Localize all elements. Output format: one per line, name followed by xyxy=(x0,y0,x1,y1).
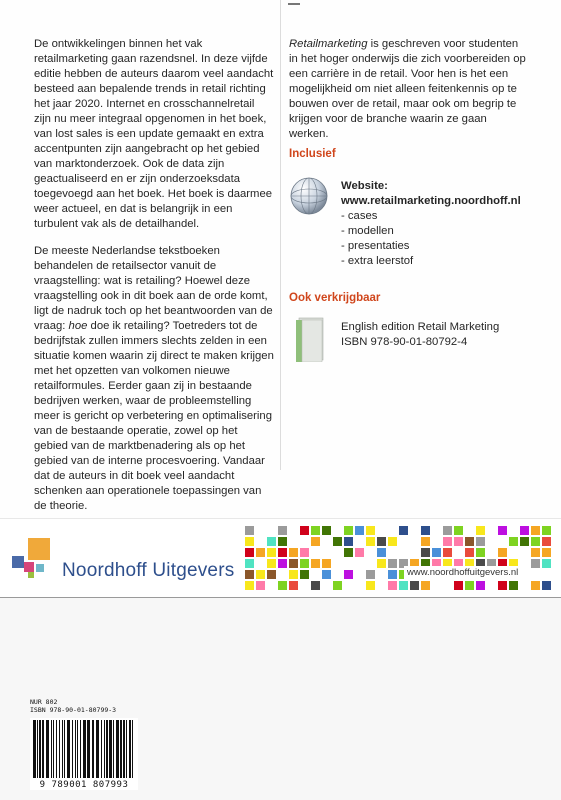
pixel-square xyxy=(366,537,375,546)
pixel-square xyxy=(256,548,265,557)
barcode-bar xyxy=(132,720,133,778)
left-paragraph-2-part-a: De meeste Nederlandse tekstboeken behandelen de retailsector vanuit de vraagstelling: wat is retailing? Hoewel deze vraagstelling ook in dit boek aan de orde komt, ligt de nadruk toch op het beantwoorden van de vraag: xyxy=(34,245,273,332)
left-column xyxy=(34,37,274,526)
right-column-intro xyxy=(289,37,529,142)
pixel-square xyxy=(245,537,254,546)
barcode-bar xyxy=(123,720,125,778)
pixel-square xyxy=(421,581,430,590)
pixel-square xyxy=(245,526,254,535)
pixel-square xyxy=(300,548,309,557)
pixel-square xyxy=(289,548,298,557)
nur-code: NUR 802 xyxy=(30,698,58,706)
pixel-square xyxy=(542,526,551,535)
isbn-code: ISBN 978-90-01-80799-3 xyxy=(30,706,117,714)
pixel-square xyxy=(267,537,276,546)
pixel-square xyxy=(289,559,298,568)
pixel-square xyxy=(443,548,452,557)
pixel-square xyxy=(542,548,551,557)
pixel-square xyxy=(388,570,397,579)
pixel-square xyxy=(267,570,276,579)
left-paragraph-2 xyxy=(34,244,274,514)
barcode-bar xyxy=(59,720,60,778)
pixel-square xyxy=(531,559,540,568)
inclusief-heading: Inclusief xyxy=(289,148,336,160)
barcode xyxy=(30,718,138,780)
edition-title: English edition Retail Marketing xyxy=(341,321,500,333)
pixel-square xyxy=(366,570,375,579)
pixel-square xyxy=(465,548,474,557)
pixel-square xyxy=(267,559,276,568)
pixel-square xyxy=(311,526,320,535)
pixel-square xyxy=(399,581,408,590)
pixel-square xyxy=(278,537,287,546)
pixel-square xyxy=(300,570,309,579)
pixel-square xyxy=(454,581,463,590)
pixel-square xyxy=(245,570,254,579)
pixel-square xyxy=(245,581,254,590)
barcode-bar xyxy=(120,720,122,778)
book-icon xyxy=(295,316,325,362)
left-paragraph-2-part-b: doe ik retailing? Toetreders tot de bedrijfstak zullen immers slechts zelden in een situatie komen waarin zij direct te maken krijgen met het opzetten van volkomen nieuwe retailformules. Eerder gaan zij in bestaande bedrijven werken, waar de probleemstelling meer is gericht op verbetering en optimalisering van de bestaande operatie, zowel op het gebied van de marktbenadering als op het gebied van de interne procesvoering. Vandaar dat de auteurs in dit boek veel aandacht schenken aan operationele toepassingen van de theorie. xyxy=(34,320,274,512)
barcode-bar xyxy=(37,720,38,778)
website-item: - extra leerstof xyxy=(341,255,414,267)
pixel-square xyxy=(278,548,287,557)
publisher-url[interactable]: www.noordhoffuitgevers.nl xyxy=(404,566,521,579)
barcode-bar xyxy=(92,720,94,778)
barcode-bar xyxy=(33,720,36,778)
pixel-square xyxy=(322,570,331,579)
website-block xyxy=(341,179,521,269)
barcode-bar xyxy=(72,720,73,778)
website-label: Website: xyxy=(341,180,388,192)
barcode-bar xyxy=(77,720,78,778)
pixel-square xyxy=(355,548,364,557)
pixel-square xyxy=(509,581,518,590)
pixel-square xyxy=(454,526,463,535)
pixel-square xyxy=(366,526,375,535)
pixel-square xyxy=(520,537,529,546)
left-paragraph-2-emphasis: hoe xyxy=(68,320,88,332)
pixel-square xyxy=(377,559,386,568)
pixel-square xyxy=(300,526,309,535)
pixel-square xyxy=(355,526,364,535)
pixel-square xyxy=(454,537,463,546)
pixel-square xyxy=(498,526,507,535)
barcode-bar xyxy=(67,720,70,778)
barcode-bar xyxy=(87,720,90,778)
barcode-bar xyxy=(113,720,114,778)
left-paragraph-1: De ontwikkelingen binnen het vak retailmarketing gaan razendsnel. In deze vijfde editie hebben de auteurs daarom veel aandacht besteed aan bepalende trends in retail richting het jaar 2020. Internet en crosschannelretail zijn nu meer integraal opgenomen in het boek, van lost sales is een update gemaakt en extra accentpunten zijn aangebracht op het gebied van marktonderzoek. Ook de data zijn geactualiseerd en er zijn onderzoeksdata toegevoegd aan het boek. Het boek is daarmee weer actueel, en dat is belangrijk in een turbulent vak als de detailhandel. xyxy=(34,38,274,230)
english-edition-block xyxy=(341,320,499,350)
barcode-bar xyxy=(42,720,44,778)
pixel-square xyxy=(520,526,529,535)
barcode-bar xyxy=(53,720,54,778)
pixel-square xyxy=(333,581,342,590)
nur-isbn-block xyxy=(30,698,116,714)
color-pixel-pattern xyxy=(245,526,561,592)
barcode-bar xyxy=(39,720,41,778)
barcode-bar xyxy=(83,720,86,778)
pixel-square xyxy=(476,548,485,557)
pixel-square xyxy=(498,581,507,590)
pixel-square xyxy=(388,581,397,590)
pixel-square xyxy=(465,581,474,590)
barcode-bar xyxy=(51,720,52,778)
intro-text: is geschreven voor studenten in het hoger onderwijs die zich voorbereiden op een carrière in de retail. Voor hen is het een mogelijkheid om niet alleen feitenkennis op te bouwen over de retail, maar ook om begrip te krijgen voor de branche waarin ze gaan werken. xyxy=(289,38,526,140)
pixel-square xyxy=(542,537,551,546)
pixel-square xyxy=(531,548,540,557)
pixel-square xyxy=(531,537,540,546)
pixel-square xyxy=(542,581,551,590)
pixel-square xyxy=(344,548,353,557)
publisher-name: Noordhoff Uitgevers xyxy=(62,560,235,581)
barcode-bar xyxy=(104,720,105,778)
intro-title: Retailmarketing xyxy=(289,38,368,50)
barcode-bar xyxy=(46,720,49,778)
barcode-digits: 9 789001 807993 xyxy=(30,780,138,790)
globe-icon xyxy=(289,176,329,216)
barcode-bar xyxy=(56,720,57,778)
pixel-square xyxy=(289,570,298,579)
pixel-square xyxy=(421,526,430,535)
pixel-square xyxy=(278,581,287,590)
pixel-square xyxy=(498,548,507,557)
pixel-square xyxy=(531,581,540,590)
pixel-square xyxy=(388,537,397,546)
website-url[interactable]: www.retailmarketing.noordhoff.nl xyxy=(341,195,521,207)
pixel-square xyxy=(278,526,287,535)
pixel-square xyxy=(300,559,309,568)
pixel-square xyxy=(333,537,342,546)
website-item: - cases xyxy=(341,210,378,222)
pixel-square xyxy=(432,548,441,557)
pixel-square xyxy=(465,537,474,546)
right-intro xyxy=(289,37,529,142)
pixel-square xyxy=(443,537,452,546)
pixel-square xyxy=(410,581,419,590)
pixel-square xyxy=(377,537,386,546)
barcode-bar xyxy=(101,720,102,778)
pixel-square xyxy=(542,559,551,568)
barcode-bar xyxy=(80,720,81,778)
pixel-square xyxy=(311,581,320,590)
top-mark xyxy=(288,3,300,5)
column-divider xyxy=(280,0,281,470)
pixel-square xyxy=(344,526,353,535)
pixel-square xyxy=(476,526,485,535)
barcode-bar xyxy=(116,720,119,778)
barcode-bar xyxy=(64,720,65,778)
pixel-square xyxy=(289,581,298,590)
pixel-square xyxy=(388,559,397,568)
pixel-square xyxy=(531,526,540,535)
pixel-square xyxy=(278,559,287,568)
pixel-square xyxy=(509,537,518,546)
pixel-square xyxy=(399,526,408,535)
pixel-square xyxy=(245,559,254,568)
pixel-square xyxy=(322,526,331,535)
ook-verkrijgbaar-heading: Ook verkrijgbaar xyxy=(289,292,381,304)
barcode-bar xyxy=(75,720,76,778)
barcode-bar xyxy=(96,720,99,778)
pixel-square xyxy=(322,559,331,568)
pixel-square xyxy=(344,537,353,546)
pixel-square xyxy=(267,548,276,557)
pixel-square xyxy=(256,581,265,590)
pixel-square xyxy=(256,570,265,579)
barcode-bar xyxy=(126,720,127,778)
barcode-bar xyxy=(109,720,112,778)
edition-isbn: ISBN 978-90-01-80792-4 xyxy=(341,336,468,348)
pixel-square xyxy=(366,581,375,590)
pixel-square xyxy=(245,548,254,557)
pixel-square xyxy=(421,537,430,546)
noordhoff-logo-icon xyxy=(12,536,56,580)
barcode-bar xyxy=(129,720,131,778)
pixel-square xyxy=(311,537,320,546)
pixel-square xyxy=(344,570,353,579)
website-item: - modellen xyxy=(341,225,394,237)
pixel-square xyxy=(421,548,430,557)
barcode-bar xyxy=(62,720,63,778)
pixel-square xyxy=(311,559,320,568)
pixel-square xyxy=(377,548,386,557)
website-item: - presentaties xyxy=(341,240,410,252)
pixel-square xyxy=(476,581,485,590)
barcode-bar xyxy=(106,720,108,778)
pixel-square xyxy=(476,537,485,546)
pixel-square xyxy=(443,526,452,535)
